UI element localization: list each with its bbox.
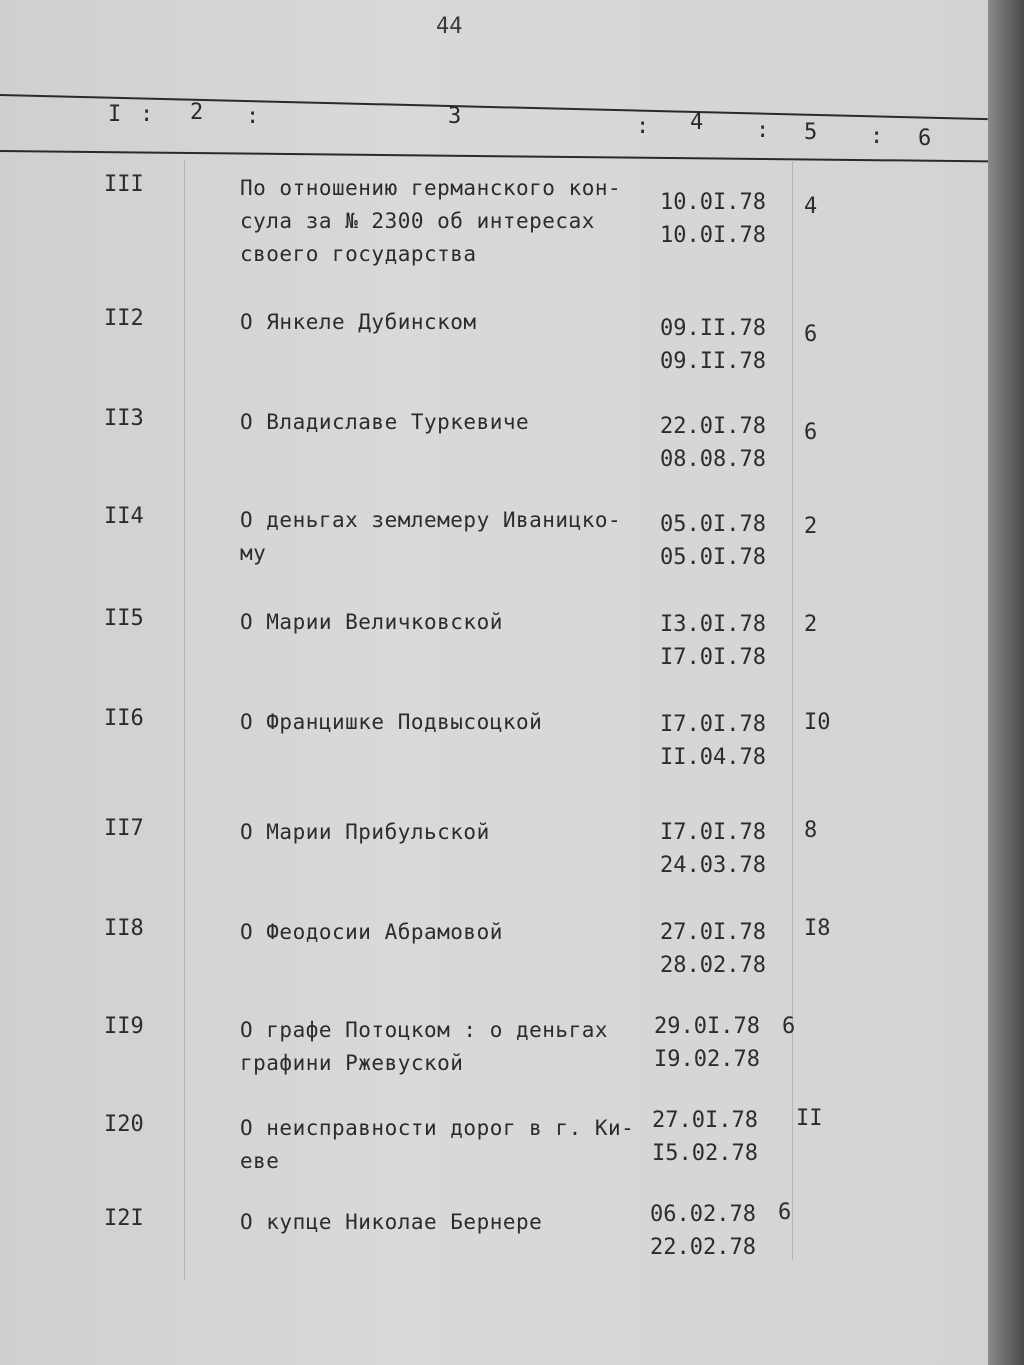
case-dates (654, 1010, 760, 1076)
date-start: 22.0I.78 (660, 414, 766, 439)
case-dates (660, 916, 766, 982)
column-divider (792, 160, 793, 1260)
date-end: 28.02.78 (660, 953, 766, 978)
case-number: II7 (104, 816, 144, 841)
date-end: I9.02.78 (654, 1047, 760, 1072)
column-separator: : (140, 102, 154, 127)
date-end: 22.02.78 (650, 1235, 756, 1260)
case-title: О Янкеле Дубинском (240, 310, 477, 334)
case-title: О неисправности дорог в г. Ки- еве (240, 1116, 635, 1173)
column-separator: : (636, 114, 650, 139)
column-divider (184, 160, 185, 1280)
column-2-header: 2 (190, 100, 204, 125)
date-start: 10.0I.78 (660, 190, 766, 215)
case-title: О Феодосии Абрамовой (240, 920, 503, 944)
sheet-count: I0 (804, 710, 831, 735)
header-bottom-rule (0, 150, 988, 162)
case-dates (652, 1104, 758, 1170)
date-start: I7.0I.78 (660, 712, 766, 737)
case-dates (660, 410, 766, 476)
sheet-count: 2 (804, 514, 818, 539)
sheet-count: 6 (804, 420, 818, 445)
date-start: 27.0I.78 (660, 920, 766, 945)
date-start: 29.0I.78 (654, 1014, 760, 1039)
table-header (0, 88, 988, 160)
date-end: 08.08.78 (660, 447, 766, 472)
column-separator: : (246, 104, 260, 129)
case-title: О Марии Величковской (240, 610, 503, 634)
case-number: II6 (104, 706, 144, 731)
date-end: 24.03.78 (660, 853, 766, 878)
case-number: I20 (104, 1112, 144, 1137)
sheet-count: 6 (804, 322, 818, 347)
sheet-count: 2 (804, 612, 818, 637)
case-number: II3 (104, 406, 144, 431)
case-title: О графе Потоцком : о деньгах графини Ржевуской (240, 1018, 609, 1075)
page-number: 44 (436, 14, 463, 39)
case-dates (650, 1198, 756, 1264)
case-title: О Марии Прибульской (240, 820, 490, 844)
case-title: О деньгах землемеру Иваницко- му (240, 508, 622, 565)
sheet-count: I8 (804, 916, 831, 941)
case-dates (660, 608, 766, 674)
sheet-count: 6 (782, 1014, 796, 1039)
case-number: II2 (104, 306, 144, 331)
date-end: 09.II.78 (660, 349, 766, 374)
case-title: О Владиславе Туркевиче (240, 410, 530, 434)
date-start: 06.02.78 (650, 1202, 756, 1227)
case-title: По отношению германского кон- сула за № 2300 об интересах своего государства (240, 176, 622, 266)
case-dates (660, 508, 766, 574)
case-title: О купце Николае Бернере (240, 1210, 543, 1234)
case-number: III (104, 172, 144, 197)
case-number: I2I (104, 1206, 144, 1231)
case-number: II4 (104, 504, 144, 529)
date-start: 05.0I.78 (660, 512, 766, 537)
case-dates (660, 816, 766, 882)
column-3-header: 3 (448, 104, 462, 129)
case-dates (660, 312, 766, 378)
case-dates (660, 708, 766, 774)
sheet-count: 8 (804, 818, 818, 843)
sheet-count: 4 (804, 194, 818, 219)
column-4-header: 4 (690, 110, 704, 135)
date-start: 27.0I.78 (652, 1108, 758, 1133)
case-dates (660, 186, 766, 252)
date-end: 10.0I.78 (660, 223, 766, 248)
case-title: О Францишке Подвысоцкой (240, 710, 543, 734)
sheet-count: 6 (778, 1200, 792, 1225)
case-number: II8 (104, 916, 144, 941)
column-separator: : (870, 124, 884, 149)
case-number: II5 (104, 606, 144, 631)
date-start: 09.II.78 (660, 316, 766, 341)
date-start: I7.0I.78 (660, 820, 766, 845)
date-end: I7.0I.78 (660, 645, 766, 670)
sheet-count: II (796, 1106, 823, 1131)
case-number: II9 (104, 1014, 144, 1039)
column-6-header: 6 (918, 126, 932, 151)
date-end: II.04.78 (660, 745, 766, 770)
date-end: I5.02.78 (652, 1141, 758, 1166)
column-separator: : (756, 118, 770, 143)
page-edge-shadow (988, 0, 1024, 1365)
date-start: I3.0I.78 (660, 612, 766, 637)
date-end: 05.0I.78 (660, 545, 766, 570)
column-1-header: I (108, 102, 122, 127)
column-5-header: 5 (804, 120, 818, 145)
